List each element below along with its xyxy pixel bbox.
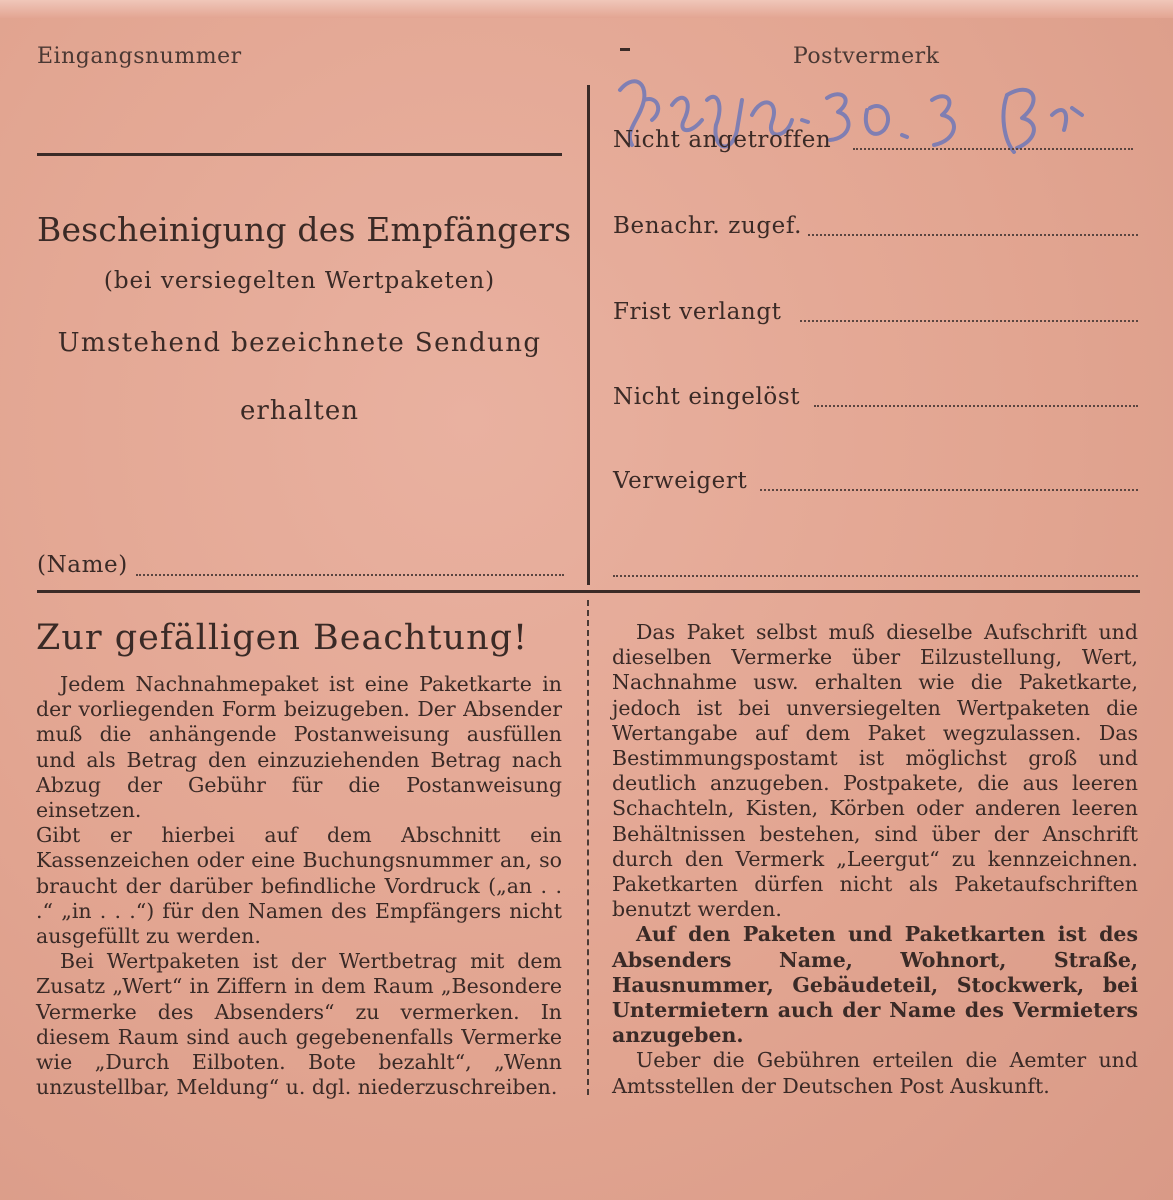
bottom-divider [587, 600, 589, 1095]
notice-right-paragraph-2: Auf den Paketen und Paketkarten ist des Absenders Name, Wohnort, Straße, Hausnummer, Gebäudeteil, Stockwerk, bei Untermietern auch der Name des Vermieters anzugeben. [612, 922, 1138, 1048]
notice-left-paragraph-1: Jedem Nachnahmepaket ist eine Paketkarte in der vorliegenden Form beizugeben. Der Absender muß die anhängende Postanweisung ausfüllen und als Betrag den einzuziehenden Betrag nach Abzug der Gebühr für die Postanweisung einsetzen. [36, 672, 562, 823]
certificate-subtitle: (bei versiegelten Wertpaketen) [103, 268, 496, 294]
notice-right-column [612, 620, 1138, 1099]
handwritten-annotation [612, 60, 1112, 180]
field-line [800, 320, 1138, 322]
field-frist-verlangt: Frist verlangt [613, 299, 782, 325]
notice-title: Zur gefälligen Beachtung! [36, 618, 529, 658]
eingangsnummer-label: Eingangsnummer [37, 44, 242, 69]
name-dotted-line [136, 574, 564, 576]
notice-left-paragraph-1b: Gibt er hierbei auf dem Abschnitt ein Kassenzeichen oder eine Buchungsnummer an, so braucht der darüber befindliche Vordruck („an . . .“ „in . . .“) für den Namen des Empfängers nicht ausgefüllt zu werden. [36, 823, 562, 949]
section-divider [37, 590, 1140, 593]
field-benachrichtigung: Benachr. zugef. [613, 213, 803, 239]
notice-right-paragraph-3: Ueber die Gebühren erteilen die Aemter und Amtsstellen der Deutschen Post Auskunft. [612, 1048, 1138, 1098]
field-line [808, 234, 1138, 236]
certificate-line2: erhalten [240, 396, 359, 426]
notice-right-paragraph-1: Das Paket selbst muß dieselbe Aufschrift und dieselben Vermerke über Eilzustellung, Wert, Nachnahme usw. erhalten wie die Paketkarte, jedoch ist bei unversiegelten Wertpaketen die Wertangabe auf dem Paket wegzulassen. Das Bestimmungspostamt ist möglichst groß und deutlich anzugeben. Postpakete, die aus leeren Schachteln, Kisten, Körben oder anderen leeren Behältnissen bestehen, sind über der Anschrift durch den Vermerk „Leergut“ zu kennzeichnen. Paketkarten dürfen nicht als Paketaufschriften benutzt werden. [612, 620, 1138, 922]
field-verweigert: Verweigert [613, 468, 748, 494]
blank-dotted-line [613, 575, 1138, 577]
field-nicht-angetroffen: Nicht angetroffen [613, 127, 832, 153]
certificate-line1: Umstehend bezeichnete Sendung [57, 328, 542, 358]
certificate-title: Bescheinigung des Empfängers [37, 210, 572, 249]
top-divider [587, 85, 590, 585]
field-line [853, 148, 1133, 150]
field-line [760, 489, 1138, 491]
notice-left-paragraph-2: Bei Wertpaketen ist der Wertbetrag mit dem Zusatz „Wert“ in Ziffern in dem Raum „Besondere Vermerke des Absenders“ zu vermerken. In diesem Raum sind auch gegebenenfalls Vermerke wie „Durch Eilboten. Bote bezahlt“, „Wenn unzustellbar, Meldung“ u. dgl. niederzuschreiben. [36, 949, 562, 1100]
field-line [814, 405, 1138, 407]
postvermerk-label: Postvermerk [793, 44, 940, 69]
field-nicht-eingeloest: Nicht eingelöst [613, 384, 801, 410]
notice-left-column [36, 672, 562, 1100]
eingangsnummer-line [37, 153, 562, 156]
paper-edge [0, 0, 1173, 18]
name-label: (Name) [37, 552, 128, 578]
ink-mark [620, 48, 630, 51]
